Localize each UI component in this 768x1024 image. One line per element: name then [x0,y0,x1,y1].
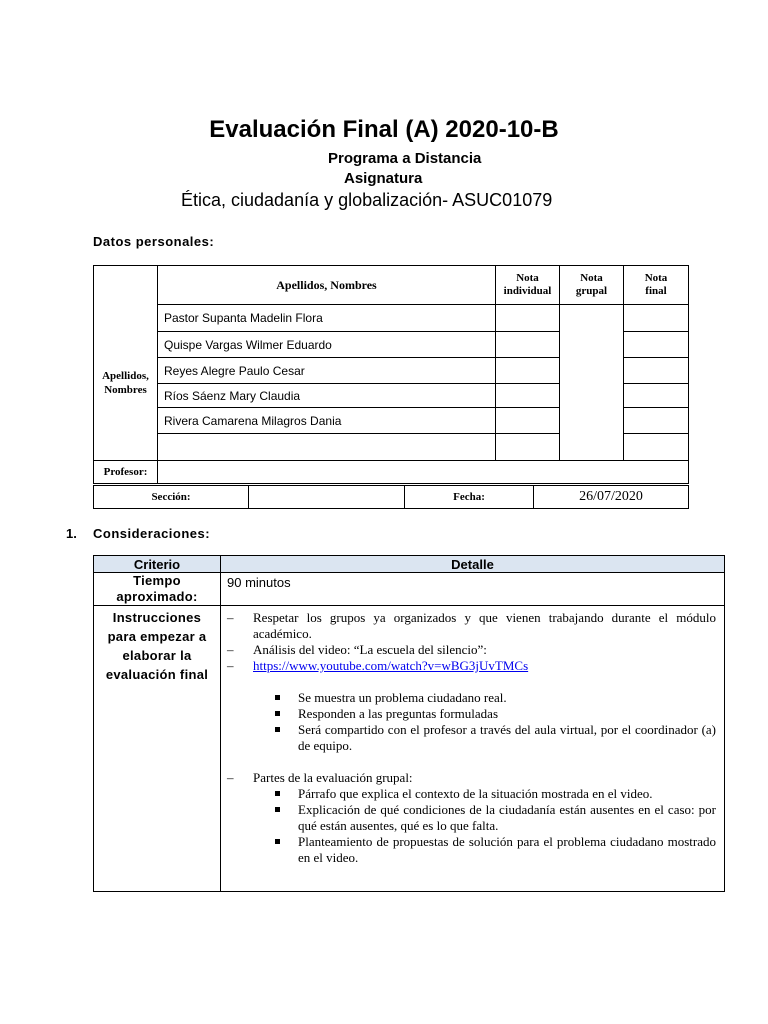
individual-grade-cell[interactable] [496,384,560,408]
final-grade-cell[interactable] [624,358,689,384]
final-grade-cell[interactable] [624,332,689,358]
list-item: Párrafo que explica el contexto de la situación mostrada en el video. [227,786,716,802]
student-name: Rivera Camarena Milagros Dania [158,408,496,434]
list-item: – Análisis del video: “La escuela del silencio”: [227,642,487,657]
col-final-grade: Nota final [624,266,689,305]
individual-grade-cell[interactable] [496,408,560,434]
col-detail: Detalle [221,556,725,573]
considerations-table [93,555,725,892]
time-value: 90 minutos [221,573,725,606]
individual-grade-cell[interactable] [496,305,560,332]
section-number: 1. [66,526,77,541]
professor-field[interactable] [158,461,689,484]
course-name: Ética, ciudadanía y globalización- ASUC01079 [181,190,553,210]
video-link[interactable]: https://www.youtube.com/watch?v=wBG3jUvTMCs [253,658,529,673]
instructions-detail [221,606,725,892]
col-individual-grade: Nota individual [496,266,560,305]
list-item: Explicación de qué condiciones de la ciudadanía están ausentes en el caso: por qué están ausentes, qué es lo que falta. [227,802,716,834]
video-bullets [227,690,716,754]
group-eval-list [227,770,716,786]
student-name: Quispe Vargas Wilmer Eduardo [158,332,496,358]
section-label: Sección: [94,486,249,509]
col-criterion: Criterio [94,556,221,573]
page-title: Evaluación Final (A) 2020-10-B [209,116,559,143]
considerations-title: Consideraciones: [93,526,211,541]
list-item: – Partes de la evaluación grupal: [227,770,413,785]
date-label: Fecha: [405,486,534,509]
final-grade-cell[interactable] [624,305,689,332]
date-value: 26/07/2020 [534,486,689,509]
group-grade-cell[interactable] [560,305,624,461]
program-label: Programa a Distancia [328,150,482,167]
instructions-label: Instrucciones para empezar a elaborar la evaluación final [94,606,221,892]
final-grade-cell[interactable] [624,434,689,461]
list-item: Se muestra un problema ciudadano real. [227,690,716,706]
final-grade-cell[interactable] [624,408,689,434]
list-item: – Respetar los grupos ya organizados y que vienen trabajando durante el módulo académico. [227,610,716,641]
student-name: Pastor Supanta Madelin Flora [158,305,496,332]
list-item: Responden a las preguntas formuladas [227,706,716,722]
group-eval-bullets [227,786,716,866]
col-names: Apellidos, Nombres [158,266,496,305]
individual-grade-cell[interactable] [496,434,560,461]
professor-label: Profesor: [94,461,158,484]
names-side-label: Apellidos, Nombres [94,266,158,461]
personal-data-table [93,265,689,484]
section-date-table [93,485,689,509]
col-group-grade: Nota grupal [560,266,624,305]
personal-data-title: Datos personales: [93,234,215,249]
list-item: Será compartido con el profesor a través del aula virtual, por el coordinador (a) de equipo. [227,722,716,754]
subject-label: Asignatura [344,170,423,187]
list-item: – https://www.youtube.com/watch?v=wBG3jUvTMCs [227,658,529,673]
student-name [158,434,496,461]
time-label: Tiempo aproximado: [94,573,221,606]
instructions-list [227,610,716,674]
list-item: Planteamiento de propuestas de solución para el problema ciudadano mostrado en el video. [227,834,716,866]
individual-grade-cell[interactable] [496,358,560,384]
final-grade-cell[interactable] [624,384,689,408]
student-name: Ríos Sáenz Mary Claudia [158,384,496,408]
individual-grade-cell[interactable] [496,332,560,358]
section-field[interactable] [249,486,405,509]
student-name: Reyes Alegre Paulo Cesar [158,358,496,384]
